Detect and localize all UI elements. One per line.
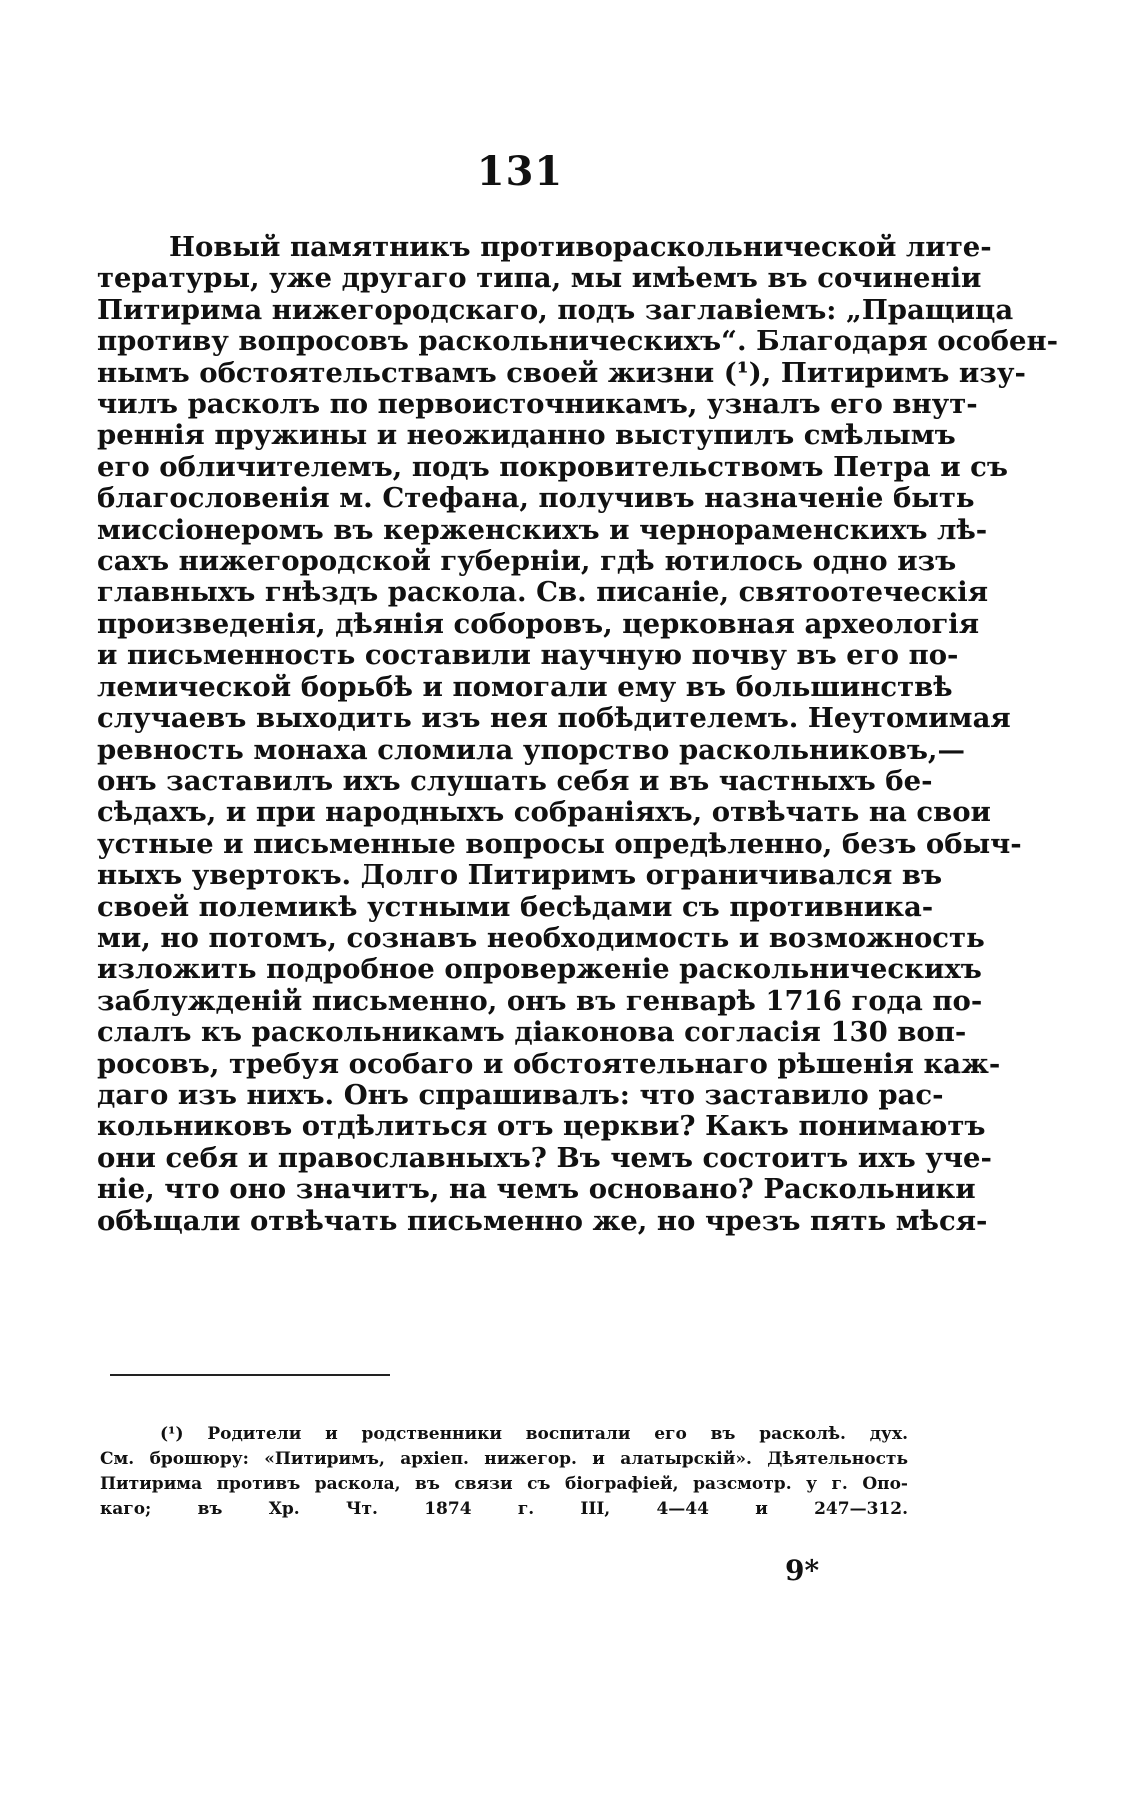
text-line: изложить подробное опроверженіе раскольническихъ (97, 953, 982, 986)
footnote-line: каго; въ Хр. Чт. 1874 г. III, 4—44 и 247—312. (100, 1499, 908, 1519)
main-text (97, 231, 1059, 1237)
text-line: они себя и православныхъ? Въ чемъ состоитъ ихъ уче- (97, 1141, 992, 1174)
text-line: своей полемикѣ устными бесѣдами съ противника- (97, 890, 934, 923)
footnote-line: Питирима противъ раскола, въ связи съ біографіей, разсмотр. у г. Опо- (100, 1474, 908, 1494)
text-line: обѣщали отвѣчать письменно же, но чрезъ пять мѣся- (97, 1204, 988, 1237)
signature-mark: 9* (785, 1554, 820, 1587)
text-line: его обличителемъ, подъ покровительствомъ Петра и съ (97, 450, 1009, 483)
text-line: заблужденій письменно, онъ въ генварѣ 1716 года по- (97, 984, 983, 1017)
text-line: реннія пружины и неожиданно выступилъ смѣлымъ (97, 419, 956, 452)
text-line: случаевъ выходить изъ нея побѣдителемъ. Неутомимая (97, 702, 1011, 735)
text-line: произведенія, дѣянія соборовъ, церковная археологія (97, 607, 980, 640)
text-line: нымъ обстоятельствамъ своей жизни (¹), Питиримъ изу- (97, 356, 1026, 389)
text-line: Питирима нижегородскаго, подъ заглавіемъ: „Пращица (97, 293, 1014, 326)
footnote-separator (110, 1374, 390, 1376)
text-line: кольниковъ отдѣлиться отъ церкви? Какъ понимаютъ (97, 1110, 986, 1143)
text-line: ніе, что оно значитъ, на чемъ основано? Раскольники (97, 1173, 976, 1206)
text-line: ми, но потомъ, сознавъ необходимость и возможность (97, 921, 985, 954)
text-line: чилъ расколъ по первоисточникамъ, узналъ его внут- (97, 388, 978, 421)
text-line: даго изъ нихъ. Онъ спрашивалъ: что заставило рас- (97, 1078, 944, 1111)
text-line: онъ заставилъ ихъ слушать себя и въ частныхъ бе- (97, 764, 933, 797)
text-line: тературы, уже другаго типа, мы имѣемъ въ сочиненіи (97, 262, 982, 295)
text-line: благословенія м. Стефана, получивъ назначеніе быть (97, 482, 975, 515)
text-line: и письменность составили научную почву въ его по- (97, 639, 959, 672)
text-line: ныхъ увертокъ. Долго Питиримъ ограничивался въ (97, 859, 943, 892)
footnote-line: (¹) Родители и родственники воспитали его въ расколѣ. дух. (160, 1424, 908, 1444)
text-line: слалъ къ раскольникамъ діаконова согласія 130 воп- (97, 1016, 967, 1049)
text-line: сахъ нижегородской губерніи, гдѣ ютилось одно изъ (97, 545, 957, 578)
text-line: ревность монаха сломила упорство раскольниковъ,— (97, 733, 965, 766)
footnote (100, 1422, 908, 1522)
footnote-line: См. брошюру: «Питиримъ, архіеп. нижегор. и алатырскій». Дѣятельность (100, 1449, 908, 1469)
text-line: лемической борьбѣ и помогали ему въ большинствѣ (97, 670, 953, 703)
text-line: устные и письменные вопросы опредѣленно, безъ обыч- (97, 827, 1022, 860)
text-line: сѣдахъ, и при народныхъ собраніяхъ, отвѣчать на свои (97, 796, 991, 829)
text-line: главныхъ гнѣздъ раскола. Св. писаніе, святоотеческія (97, 576, 989, 609)
text-line: противу вопросовъ раскольническихъ“. Благодаря особен- (97, 325, 1059, 358)
text-line: росовъ, требуя особаго и обстоятельнаго рѣшенія каж- (97, 1047, 1001, 1080)
text-line: Новый памятникъ противораскольнической лите- (169, 231, 992, 263)
page-number: 131 (476, 148, 564, 195)
text-line: миссіонеромъ въ керженскихъ и чернораменскихъ лѣ- (97, 513, 988, 546)
